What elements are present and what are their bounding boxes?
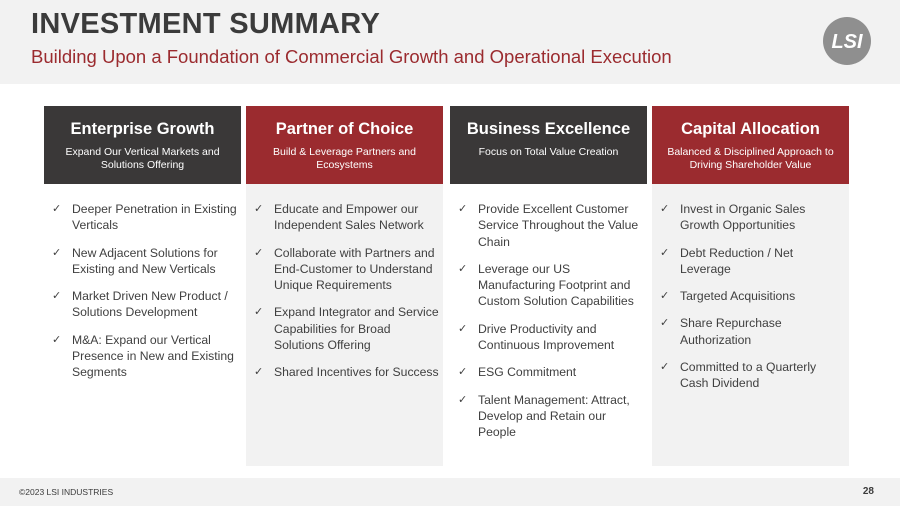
column-partner-of-choice: [246, 106, 443, 466]
page-title: INVESTMENT SUMMARY: [31, 8, 381, 40]
list-item: ✓ Leverage our US Manufacturing Footprint and Custom Solution Capabilities: [458, 261, 634, 309]
bullet-list: [458, 201, 643, 452]
check-icon: ✓: [254, 203, 264, 215]
column-enterprise-growth: [44, 106, 241, 466]
slide-header: [0, 0, 900, 84]
list-item: ✓ Market Driven New Product / Solutions Development: [52, 289, 228, 320]
lsi-logo: [822, 16, 872, 66]
bullet-list: [660, 201, 845, 403]
check-icon: ✓: [660, 290, 670, 303]
column-business-excellence: [450, 106, 647, 466]
check-icon: ✓: [52, 246, 62, 259]
list-item: ✓ Deeper Penetration in Existing Verticals: [52, 202, 237, 233]
list-item: ✓ Expand Integrator and Service Capabilities for Broad Solutions Offering: [254, 305, 439, 353]
list-item: ✓ Shared Incentives for Success: [254, 365, 439, 380]
column-title: Capital Allocation: [681, 120, 820, 138]
list-item: ✓ Collaborate with Partners and End-Customer to Understand Unique Requirements: [254, 245, 435, 293]
column-title: Enterprise Growth: [70, 120, 215, 138]
list-item: ✓ Share Repurchase Authorization: [660, 316, 782, 347]
list-item: ✓ Provide Excellent Customer Service Throughout the Value Chain: [458, 202, 639, 249]
bullet-list: [52, 201, 237, 392]
column-description: Expand Our Vertical Markets and Solutions Offering: [65, 146, 220, 171]
check-icon: ✓: [52, 333, 62, 346]
list-item: ✓ Debt Reduction / Net Leverage: [660, 245, 794, 276]
check-icon: ✓: [660, 246, 670, 259]
column-description: Balanced & Disciplined Approach to Driving Shareholder Value: [667, 146, 834, 171]
slide-footer: [0, 478, 900, 506]
list-item: ✓ ESG Commitment: [458, 365, 577, 380]
bullet-list: [254, 201, 439, 392]
list-item: ✓ Invest in Organic Sales Growth Opportunities: [660, 202, 806, 233]
list-item: ✓ Educate and Empower our Independent Sales Network: [254, 202, 424, 233]
column-description: Build & Leverage Partners and Ecosystems: [272, 146, 416, 171]
column-header: [246, 106, 443, 184]
column-header: [44, 106, 241, 184]
list-item: ✓ M&A: Expand our Vertical Presence in New and Existing Segments: [52, 332, 234, 380]
check-icon: ✓: [660, 317, 670, 330]
check-icon: ✓: [458, 262, 468, 275]
check-icon: ✓: [52, 203, 62, 215]
check-icon: ✓: [458, 393, 468, 406]
list-item: ✓ Committed to a Quarterly Cash Dividend: [660, 360, 817, 391]
list-item: ✓ Drive Productivity and Continuous Improvement: [458, 321, 615, 353]
page-number: 28: [862, 486, 874, 497]
check-icon: ✓: [254, 366, 264, 379]
check-icon: ✓: [458, 322, 468, 335]
column-title: Business Excellence: [466, 120, 631, 138]
column-header: [450, 106, 647, 184]
check-icon: ✓: [254, 306, 264, 319]
list-item: ✓ New Adjacent Solutions for Existing and New Verticals: [52, 245, 218, 276]
column-header: [652, 106, 849, 184]
list-item: ✓ Targeted Acquisitions: [660, 289, 796, 304]
check-icon: ✓: [660, 203, 670, 215]
list-item: ✓ Talent Management: Attract, Develop and Retain our People: [458, 392, 630, 440]
check-icon: ✓: [660, 361, 670, 374]
column-title: Partner of Choice: [275, 120, 414, 138]
check-icon: ✓: [52, 290, 62, 303]
check-icon: ✓: [254, 246, 264, 259]
page-subtitle: Building Upon a Foundation of Commercial Growth and Operational Execution: [31, 46, 672, 67]
check-icon: ✓: [458, 366, 468, 379]
copyright-text: ©2023 LSI INDUSTRIES: [19, 487, 114, 497]
check-icon: ✓: [458, 203, 468, 215]
column-description: Focus on Total Value Creation: [478, 146, 619, 158]
logo-text: LSI: [831, 31, 863, 53]
column-capital-allocation: [652, 106, 849, 466]
